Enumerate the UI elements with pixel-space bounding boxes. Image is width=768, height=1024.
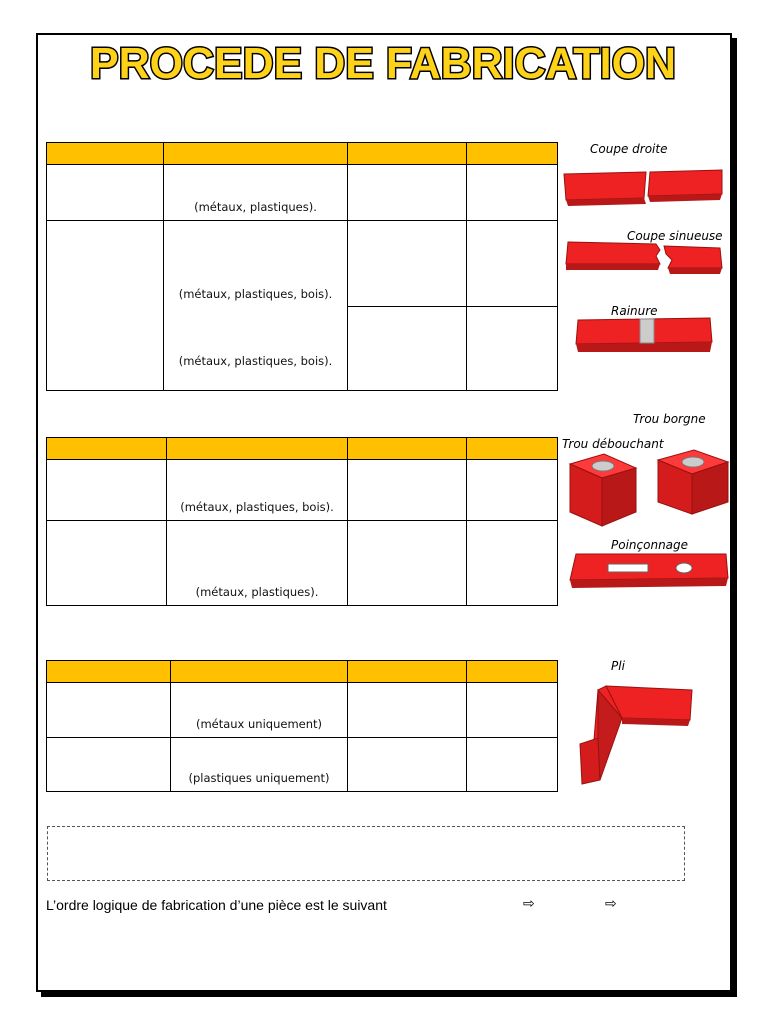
note-box	[47, 826, 685, 881]
rainure-illustration	[572, 312, 720, 356]
material-cell: (métaux uniquement)	[171, 683, 348, 738]
tool-cell	[348, 460, 467, 521]
header-cell	[467, 661, 558, 683]
extra-cell	[467, 460, 558, 521]
caption-coupe-sinueuse: Coupe sinueuse	[627, 229, 723, 243]
process-table-1	[46, 142, 558, 391]
page-title-text: PROCEDE DE FABRICATION	[90, 39, 676, 88]
extra-cell	[467, 165, 558, 221]
process-name-cell	[47, 460, 167, 521]
header-cell	[171, 661, 348, 683]
coupe-droite-illustration	[560, 164, 728, 208]
tool-cell	[348, 738, 467, 792]
table-header-row	[47, 438, 558, 460]
caption-coupe-droite: Coupe droite	[590, 142, 668, 156]
process-name-cell	[47, 221, 164, 391]
header-cell	[47, 143, 164, 165]
process-table-3	[46, 660, 558, 792]
caption-trou-borgne: Trou borgne	[633, 412, 706, 426]
caption-pli: Pli	[611, 659, 625, 673]
poinconnage-illustration	[566, 550, 732, 592]
table-row	[47, 738, 558, 792]
extra-cell	[467, 683, 558, 738]
tool-cell	[348, 683, 467, 738]
header-cell	[167, 438, 348, 460]
caption-rainure: Rainure	[611, 304, 658, 318]
table-header-row	[47, 661, 558, 683]
page-title-art	[83, 34, 683, 92]
header-cell	[467, 143, 558, 165]
extra-cell	[467, 738, 558, 792]
header-cell	[47, 438, 167, 460]
order-sentence: L’ordre logique de fabrication d’une pièce est le suivant	[46, 897, 387, 913]
header-cell	[47, 661, 171, 683]
extra-cell	[467, 521, 558, 606]
table-row	[47, 221, 558, 307]
table-row	[47, 165, 558, 221]
header-cell	[164, 143, 348, 165]
coupe-sinueuse-illustration	[560, 238, 728, 278]
material-cell: (métaux, plastiques).	[167, 521, 348, 606]
extra-cell	[467, 307, 558, 391]
table-header-row	[47, 143, 558, 165]
tool-cell	[348, 221, 467, 307]
process-table-2	[46, 437, 558, 606]
material-cell: (plastiques uniquement)	[171, 738, 348, 792]
process-name-cell	[47, 683, 171, 738]
page-title	[36, 34, 730, 92]
extra-cell	[467, 221, 558, 307]
tool-cell	[348, 307, 467, 391]
material-cell: (métaux, plastiques, bois).	[164, 307, 348, 391]
header-cell	[348, 143, 467, 165]
table-row	[47, 460, 558, 521]
process-name-cell	[47, 165, 164, 221]
tool-cell	[348, 165, 467, 221]
process-name-cell	[47, 738, 171, 792]
trou-illustration	[566, 446, 732, 530]
header-cell	[467, 438, 558, 460]
pli-illustration	[574, 680, 700, 786]
header-cell	[348, 661, 467, 683]
material-cell: (métaux, plastiques, bois).	[164, 221, 348, 307]
tool-cell	[348, 521, 467, 606]
table-row	[47, 683, 558, 738]
material-cell: (métaux, plastiques, bois).	[167, 460, 348, 521]
caption-trou-debouchant: Trou débouchant	[562, 437, 664, 451]
process-name-cell	[47, 521, 167, 606]
material-cell: (métaux, plastiques).	[164, 165, 348, 221]
header-cell	[348, 438, 467, 460]
caption-poinconnage: Poinçonnage	[611, 538, 689, 552]
table-row	[47, 521, 558, 606]
right-arrow-icon: ⇨	[523, 896, 535, 912]
right-arrow-icon: ⇨	[605, 896, 617, 912]
